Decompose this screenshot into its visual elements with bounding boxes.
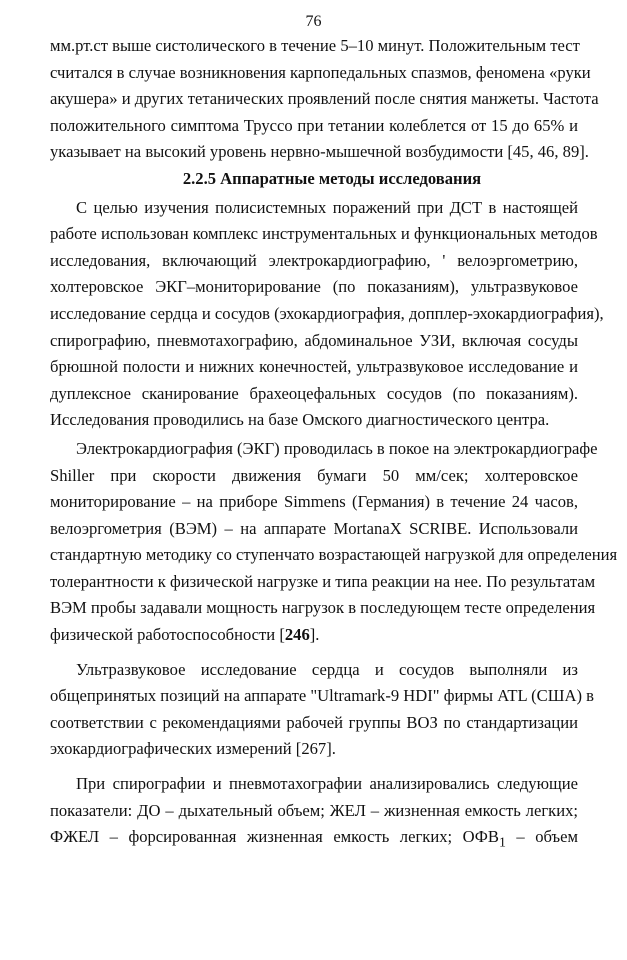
text-line: велоэргометрия (ВЭМ) – на аппарате MortanaX SCRIBE. Использовали	[50, 518, 578, 538]
text-line: С целью изучения полисистемных поражений при ДСТ в настоящей	[76, 197, 578, 217]
text-fragment: ФЖЕЛ – форсированная жизненная емкость легких; ОФВ	[50, 827, 499, 847]
text-line: мониторирование – на приборе Simmens (Германия) в течение 24 часов,	[50, 492, 578, 512]
paragraph-methods-overview	[50, 195, 604, 434]
text-line: мм.рт.ст выше систолического в течение 5–10 минут. Положительным тест	[50, 36, 580, 55]
text-line: показатели: ДО – дыхательный объем; ЖЕЛ – жизненная емкость легких;	[50, 800, 578, 820]
text-line: указывает на высокий уровень нервно-мышечной возбудимости [45, 46, 89].	[50, 142, 589, 162]
text-line: толерантности к физической нагрузке и типа реакции на нее. По результатам	[50, 571, 596, 591]
text-line: Ультразвуковое исследование сердца и сосудов выполняли из	[76, 659, 578, 679]
text-fragment: ].	[309, 625, 320, 645]
text-line: эхокардиографических измерений [267].	[50, 739, 336, 759]
subscript: 1	[498, 834, 506, 850]
text-line: работе использован комплекс инструментальных и функциональных методов	[50, 224, 598, 244]
text-line: исследование сердца и сосудов (эхокардиография, допплер-эхокардиография),	[50, 303, 604, 323]
text-line: положительного симптома Труссо при тетании колеблется от 15 до 65% и	[50, 115, 578, 135]
paragraph-ecg	[50, 436, 618, 649]
text-line: Исследования проводились на базе Омского диагностического центра.	[50, 410, 550, 430]
text-line: дуплексное сканирование брахеоцефальных сосудов (по показаниям).	[50, 383, 578, 403]
text-line: общепринятых позиций на аппарате "Ultramark-9 HDI" фирмы ATL (США) в	[50, 686, 594, 706]
text-line: соответствии с рекомендациями рабочей группы ВОЗ по стандартизации	[50, 712, 578, 732]
section-heading: 2.2.5 Аппаратные методы исследования	[182, 168, 482, 188]
page-content	[50, 33, 618, 851]
paragraph-ultrasound	[50, 657, 594, 763]
text-line: брюшной полости и нижних конечностей, ультразвуковое исследование и	[50, 357, 578, 377]
text-line: ВЭМ пробы задавали мощность нагрузок в последующем тесте определения	[50, 598, 596, 618]
text-line	[50, 824, 578, 851]
paragraph-trousseau	[50, 33, 599, 166]
paragraph-spirography	[50, 771, 578, 851]
text-line	[50, 622, 578, 649]
text-line: Shiller при скорости движения бумаги 50 мм/сек; холтеровское	[50, 465, 578, 485]
text-line: акушера» и других тетанических проявлений после снятия манжеты. Частота	[50, 89, 599, 109]
text-line: Электрокардиография (ЭКГ) проводилась в покое на электрокардиографе	[76, 438, 598, 458]
text-fragment: физической работоспособности [	[50, 625, 285, 645]
page-number: 76	[305, 13, 322, 30]
text-line: стандартную методику со ступенчато возрастающей нагрузкой для определения	[50, 545, 618, 565]
text-fragment: – объем	[505, 827, 578, 847]
citation-bold: 246	[284, 625, 310, 645]
text-line: холтеровское ЭКГ–мониторирование (по показаниям), ультразвуковое	[50, 277, 578, 297]
text-line: исследования, включающий электрокардиографию, ' велоэргометрию,	[50, 250, 578, 270]
text-line: считался в случае возникновения карпопедальных спазмов, феномена «руки	[50, 62, 591, 82]
text-line: При спирографии и пневмотахографии анализировались следующие	[76, 774, 578, 794]
text-line: спирографию, пневмотахографию, абдоминальное УЗИ, включая сосуды	[50, 330, 578, 350]
